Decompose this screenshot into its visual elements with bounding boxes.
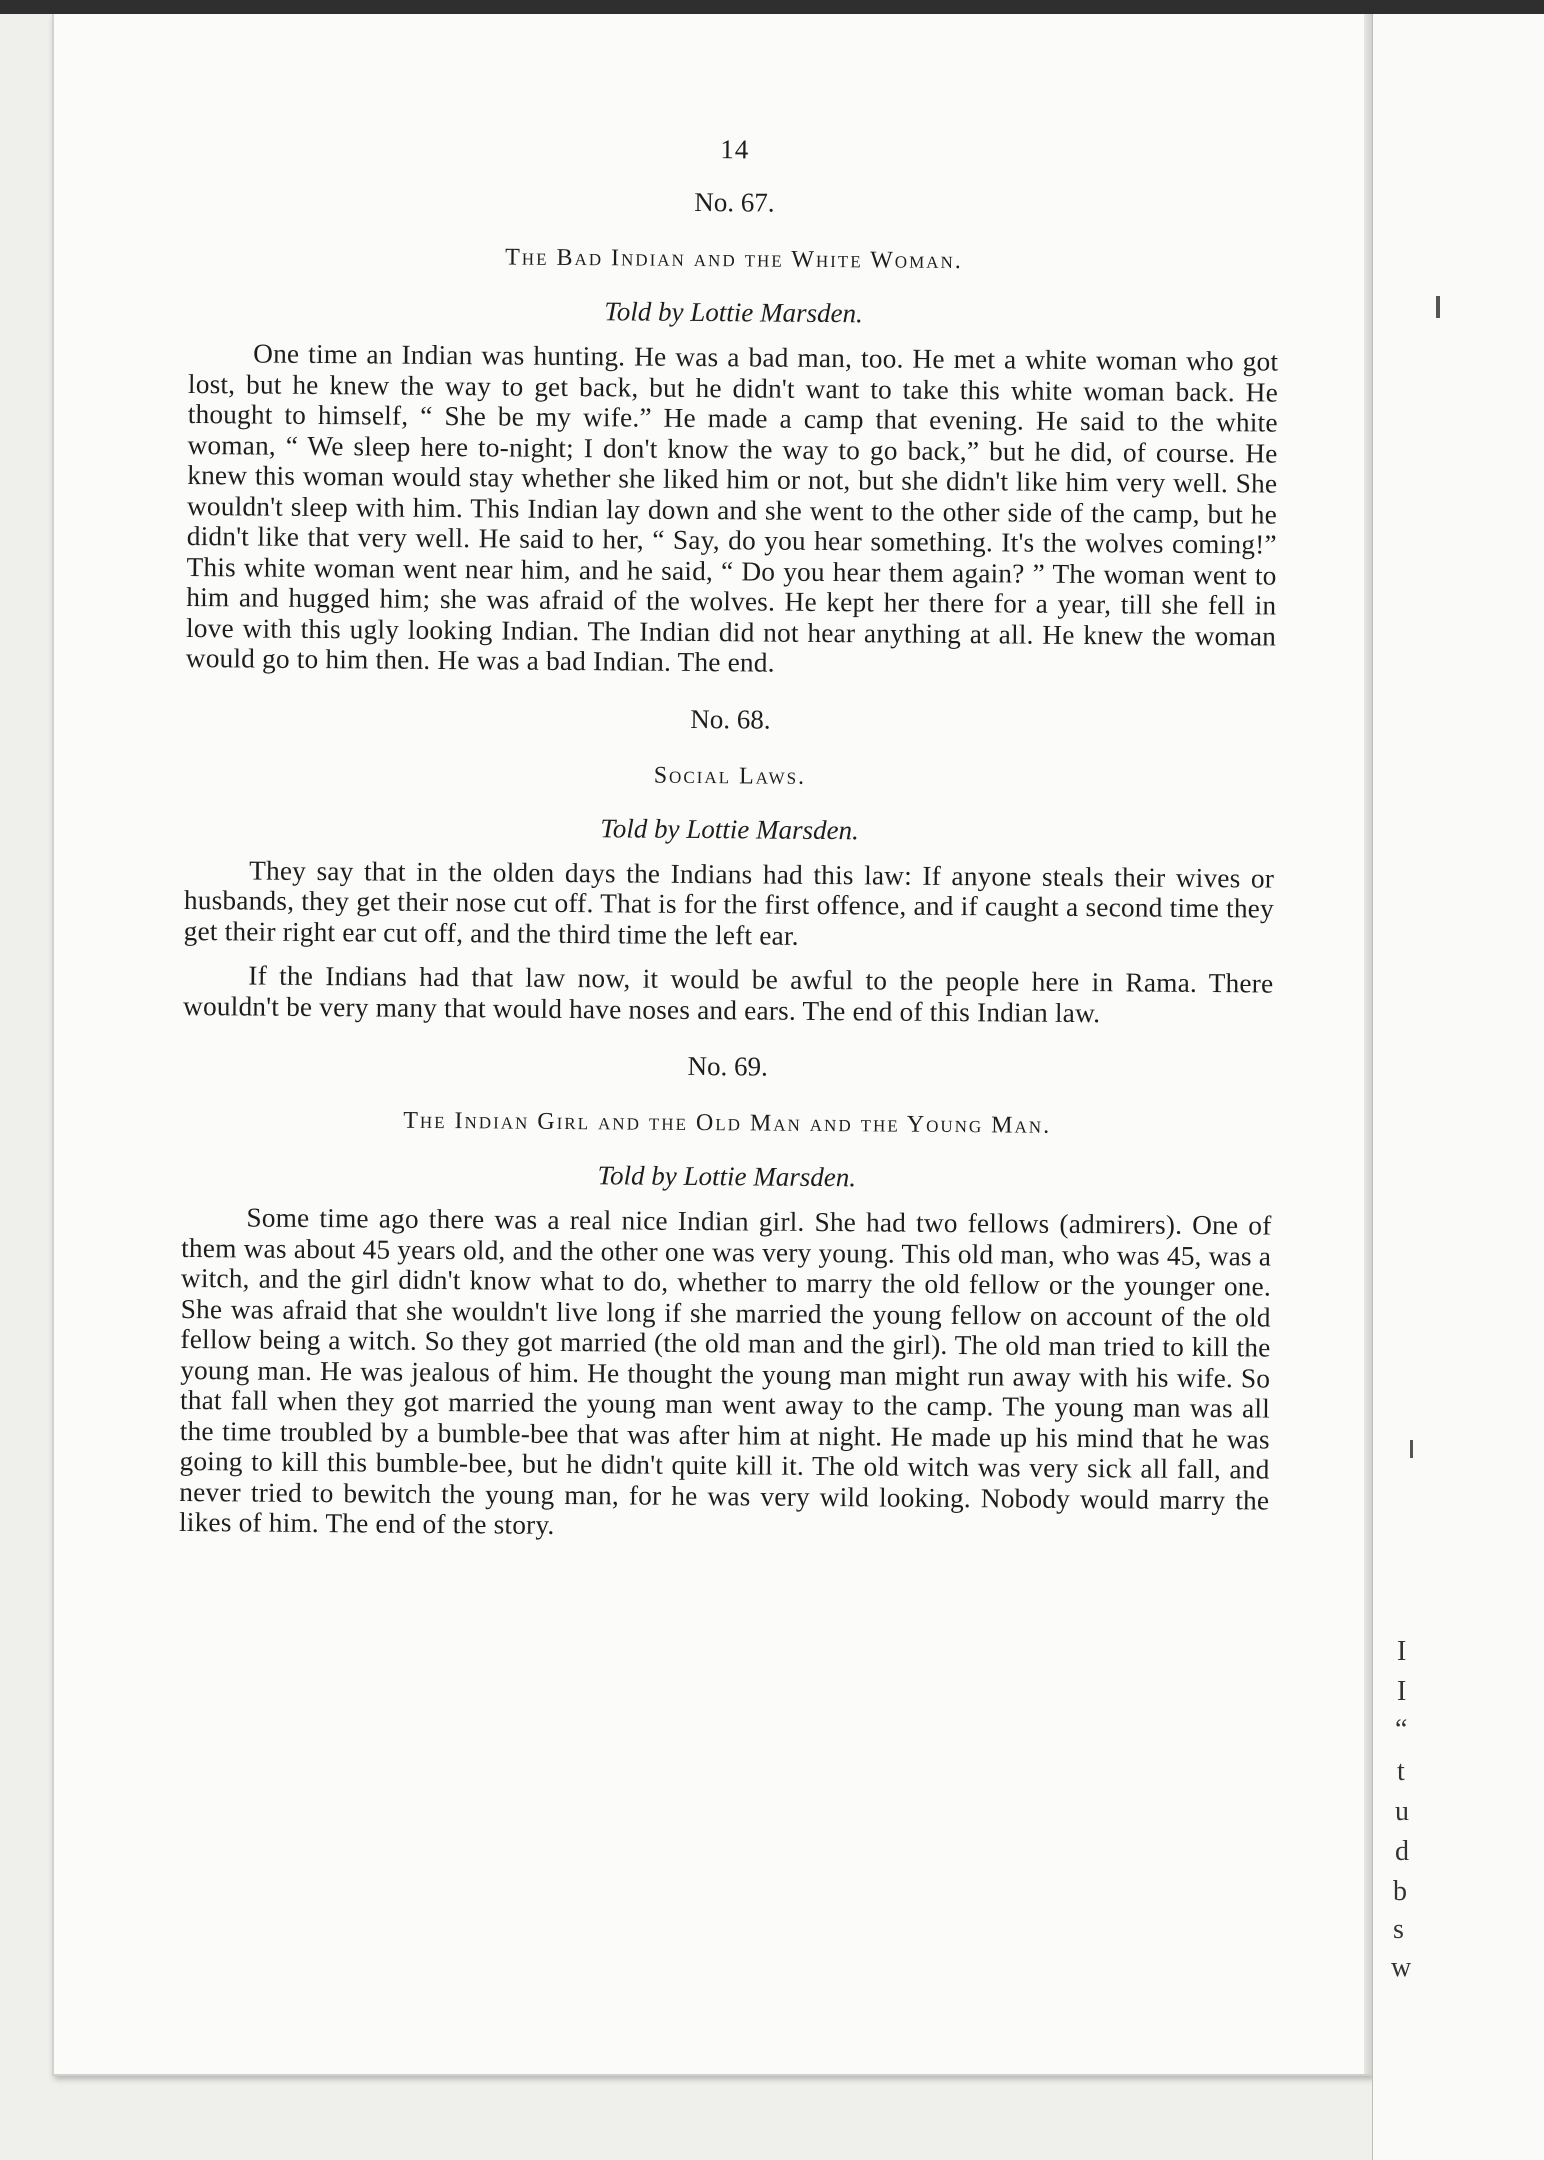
story-paragraph: If the Indians had that law now, it would be awful to the people here in Rama. There wouldn't be very many that would have noses and ears. The end of this Indian law. [183, 960, 1274, 1028]
adjacent-page-fragment: b [1393, 1876, 1407, 1907]
scan-speck [1436, 296, 1440, 318]
story-block [183, 699, 1275, 1029]
story-number: No. 68. [690, 703, 771, 735]
story-number: No. 69. [687, 1050, 768, 1082]
story-title: Social Laws. [653, 762, 807, 790]
story-paragraph: They say that in the olden days the Indians had this law: If anyone steals their wives or husbands, they get their nose cut off. That is for the first offence, and if caught a second time they get their right ear cut off, and the third time the left ear. [183, 854, 1275, 951]
adjacent-page-fragment: s [1393, 1914, 1404, 1945]
story-paragraph: Some time ago there was a real nice Indian girl. She had two fellows (admirers). One of them was about 45 years old, and the other one was very young. This old man, who was 45, was a witch, and the girl didn't know what to do, whether to marry the old fellow or the younger one. She was afraid that she wouldn't live long if she married the young fellow on account of the old fellow being a witch. So they got married (the old man and the girl). The old man tried to kill the young man. He was jealous of him. He thought the young man might run away with his wife. So that fall when they got married the young man went away to the camp. The young man was all the time troubled by a bumble-bee that was after him at night. He made up his mind that he was going to kill this bumble-bee, but he didn't quite kill it. The old witch was very sick all fall, and never tried to bewitch the young man, for he was very wild looking. Nobody would marry the likes of him. The end of the story. [178, 1202, 1272, 1540]
story-teller: Told by Lottie Marsden. [604, 296, 863, 329]
story-teller: Told by Lottie Marsden. [597, 1160, 857, 1193]
adjacent-page-fragment: t [1397, 1756, 1405, 1787]
adjacent-page-edge [1372, 14, 1544, 2160]
adjacent-page-fragment: d [1395, 1836, 1409, 1867]
story-block [179, 1047, 1273, 1546]
story-number: No. 67. [694, 186, 775, 218]
scan-speck [1410, 1440, 1413, 1458]
story-title: The Bad Indian and the White Woman. [505, 244, 963, 275]
page-number: 14 [720, 134, 750, 165]
adjacent-page-fragment: “ [1395, 1714, 1408, 1745]
page-gutter [1364, 14, 1372, 2074]
adjacent-page-fragment: w [1391, 1952, 1412, 1983]
story-paragraph: One time an Indian was hunting. He was a bad man, too. He met a white woman who got lost, but he knew the way to get back, but he didn't want to take this white woman back. He thought to himself, “ She be my wife.” He made a camp that evening. He said to the white woman, “ We sleep here to-night; I don't know the way to go back,” but he did, of course. He knew this woman would stay whether she liked him or not, but she didn't like him very well. She wouldn't sleep with him. This Indian lay down and she went to the other side of the camp, but he didn't like that very well. He said to her, “ Say, do you hear something. It's the wolves coming!” This white woman went near him, and he said, “ Do you hear them again? ” The woman went to him and hugged him; she was afraid of the wolves. He kept her there for a year, till she fell in love with this ugly looking Indian. The Indian did not hear anything at all. He knew the woman would go to him then. He was a bad Indian. The end. [185, 338, 1279, 678]
story-block [186, 183, 1280, 682]
adjacent-page-fragment: I [1397, 1636, 1407, 1667]
adjacent-page-fragment: I [1397, 1676, 1407, 1707]
story-teller: Told by Lottie Marsden. [600, 812, 859, 845]
adjacent-page-fragment: u [1395, 1796, 1409, 1827]
scanner-top-edge [0, 0, 1544, 14]
story-title: The Indian Girl and the Old Man and the Young Man. [403, 1107, 1052, 1139]
page-content [179, 130, 1280, 1572]
